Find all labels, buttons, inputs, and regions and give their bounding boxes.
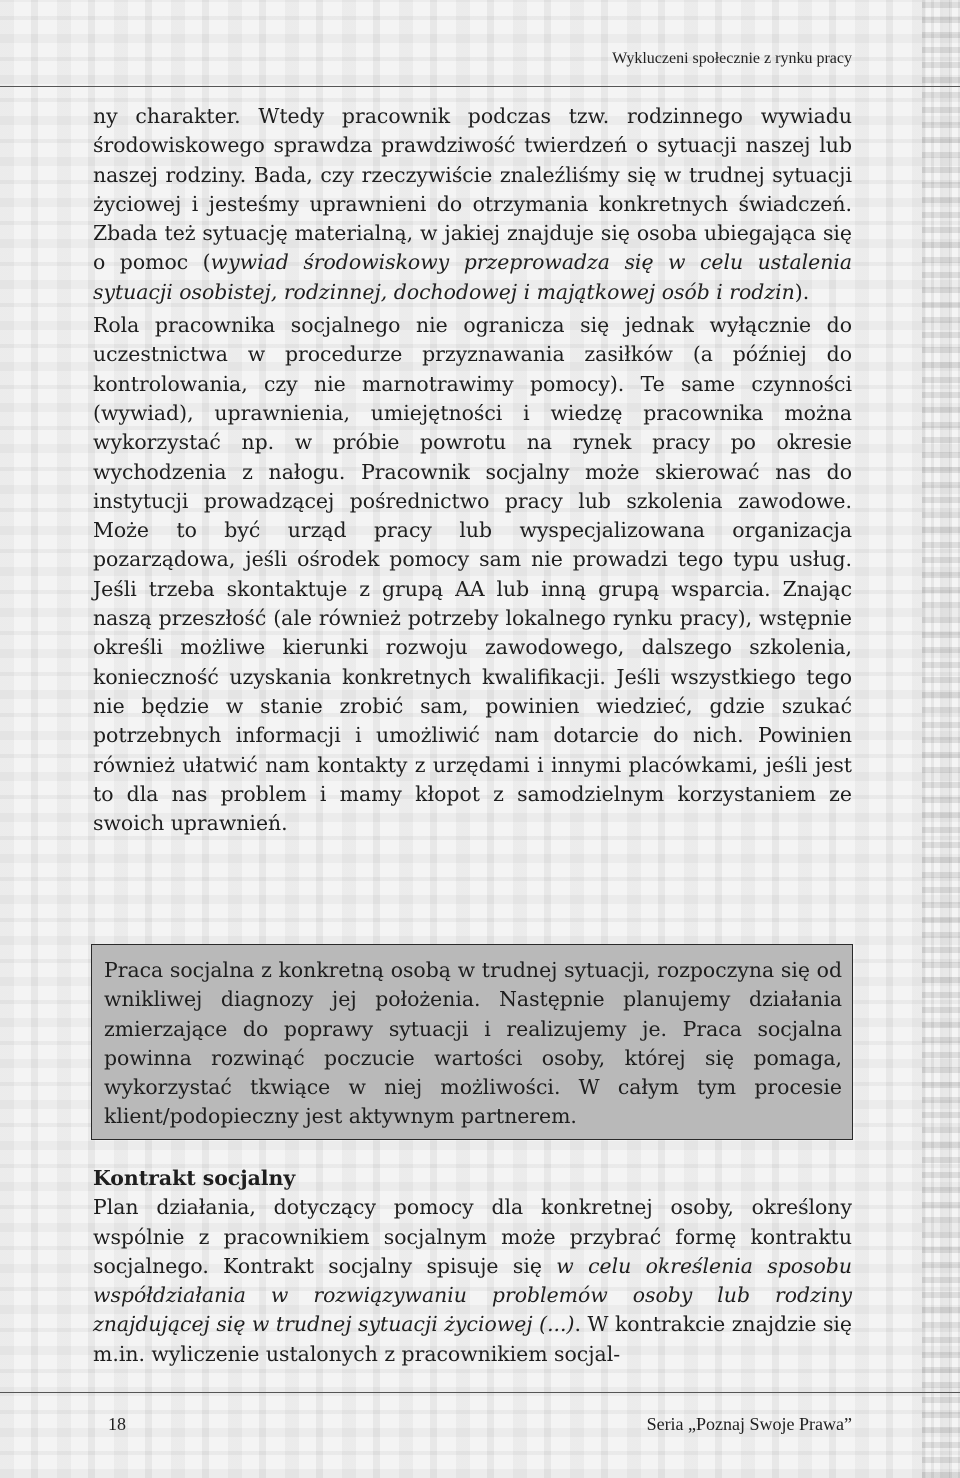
section-tail: . W kontrakcie znajdzie się m.in. wyliczenie ustalonych z pracownikiem socjal- [93,1312,853,1366]
running-header-title: Wykluczeni społecznie z rynku pracy [612,50,852,67]
section-heading: Kontrakt socjalny [93,1166,296,1190]
paragraph-1 [93,102,852,307]
paragraph-1-italic: wywiad środowiskowy przeprowadza się w celu ustalenia sytuacji osobistej, rodzinnej, dochodowej i majątkowej osób i rodzin [93,250,853,304]
section-lead: Plan działania, dotyczący pomocy dla konkretnej osoby, określony wspólnie z pracownikiem socjalnym może przybrać formę kontraktu socjalnego. Kontrakt socjalny spisuje się [93,1195,852,1278]
page-number: 18 [108,1414,126,1434]
paragraph-1-tail: ). [794,279,810,304]
paragraph-2: Rola pracownika socjalnego nie ogranicza się jednak wyłącznie do uczestnictwa w procedurze przyznawania zasiłków (a później do kontrolowania, czy nie marnotrawimy pomocy). Te same czynności (wywiad), uprawnienia, umiejętności i wiedzę pracownika można wykorzystać np. w próbie powrotu na rynek pracy po okresie wychodzenia z nałogu. Pracownik socjalny może skierować nas do instytucji prowadzącej pośrednictwo pracy lub szkolenia zawodowe. Może to być urząd pracy lub wyspecjalizowana organizacja pozarządowa, jeśli ośrodek pomocy sam nie prowadzi tego typu usług. Jeśli trzeba skontaktuje z grupą AA lub inną grupą wsparcia. Znając naszą przeszłość (ale również potrzeby lokalnego rynku pracy), wstępnie określi możliwe kierunki rozwoju zawodowego, dalszego szkolenia, konieczność uzyskania konkretnych kwalifikacji. Jeśli wszystkiego tego nie będzie w stanie zrobić sam, powinien wiedzieć, gdzie szukać potrzebnych informacji i umożliwić nam dotarcie do nich. Powinien również ułatwić nam kontakty z urzędami i innymi placówkami, jeśli jest to dla nas problem i mamy kłopot z samodzielnym korzystaniem ze swoich uprawnień. [93,313,852,836]
section-italic: w celu określenia sposobu współdziałania w rozwiązywaniu problemów osoby lub rodziny znajdującej się w trudnej sytuacji życiowej (...) [93,1253,852,1337]
series-title: Seria „Poznaj Swoje Prawa” [646,1414,852,1434]
header-rule [0,86,960,87]
paragraph-1-lead: ny charakter. Wtedy pracownik podczas tzw. rodzinnego wywiadu środowiskowego sprawdza prawdziwość twierdzeń o sytuacji naszej lub naszej rodziny. Bada, czy rzeczywiście znaleźliśmy się w trudnej sytuacji życiowej i jesteśmy uprawnieni do otrzymania konkretnych świadczeń. Zbada też sytuację materialną, w jakiej znajduje się osoba ubiegająca się o pomoc ( [93,104,852,275]
section-paragraph [93,1193,852,1369]
callout-text: Praca socjalna z konkretną osobą w trudnej sytuacji, rozpoczyna się od wnikliwej diagnozy jej położenia. Następnie planujemy działania zmierzające do poprawy sytuacji i realizujemy je. Praca socjalna powinna rozwinąć poczucie wartości osoby, której się pomaga, wykorzystać tkwiące w niej możliwości. W całym tym procesie klient/podopieczny jest aktywnym partnerem. [104,958,842,1129]
main-text [93,102,852,838]
page-edge-pattern [922,0,960,1478]
section-kontrakt-socjalny [93,1164,852,1369]
footer-rule [0,1392,960,1393]
